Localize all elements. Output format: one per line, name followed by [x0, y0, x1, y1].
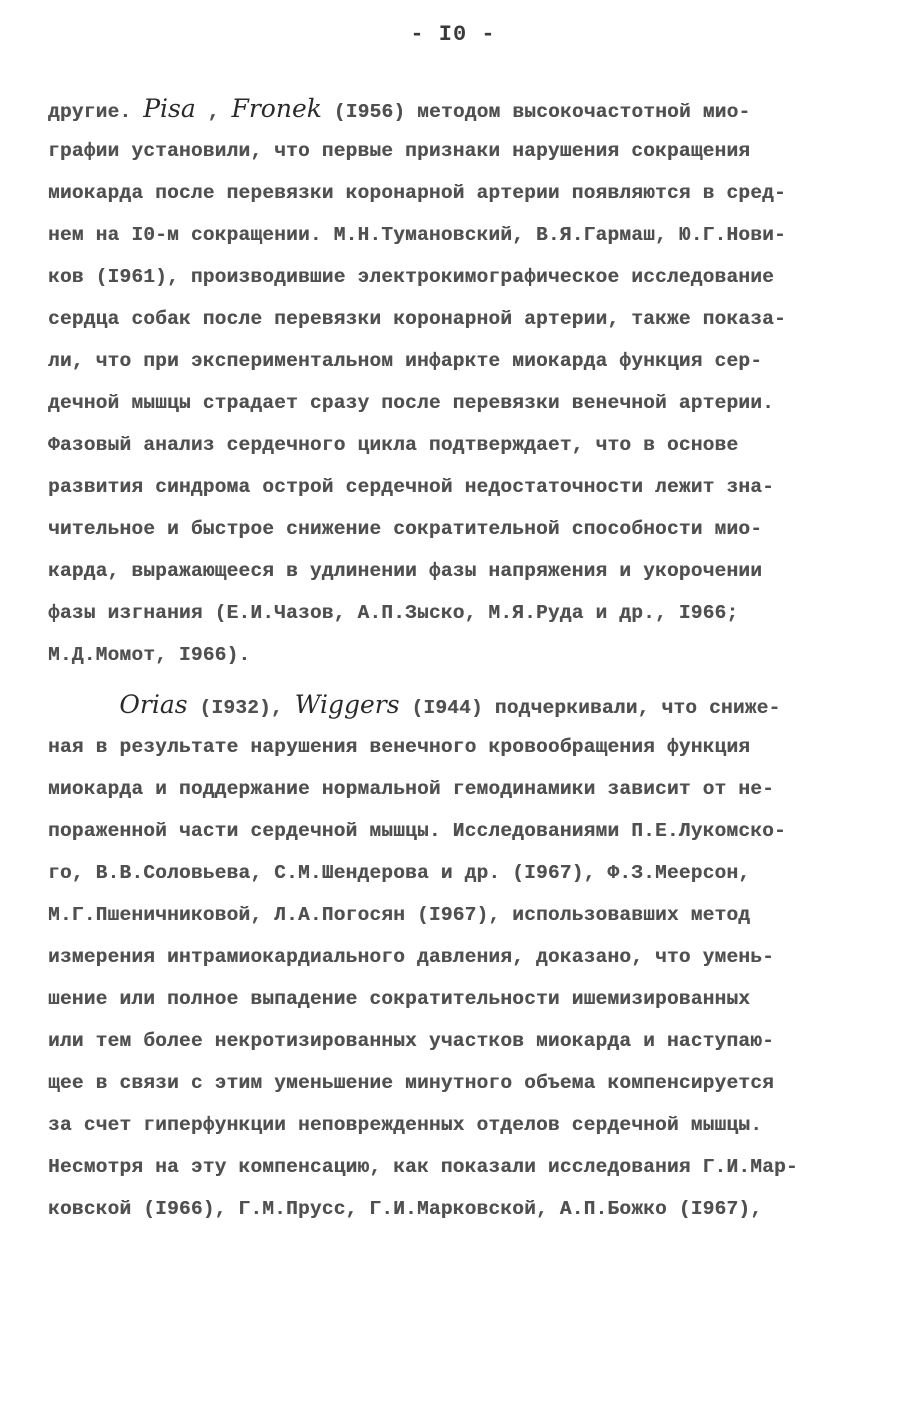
- text-line: [48, 88, 868, 130]
- text-line: фазы изгнания (Е.И.Чазов, А.П.Зыско, М.Я.Руда и др., I966;: [48, 602, 739, 624]
- text-line: сердца собак после перевязки коронарной артерии, также показа-: [48, 308, 786, 330]
- typed-text: ,: [195, 101, 232, 123]
- text-line: го, В.В.Соловьева, С.М.Шендерова и др. (I967), Ф.З.Меерсон,: [48, 862, 751, 884]
- paragraph-2: [48, 684, 868, 1230]
- page-number: - I0 -: [410, 22, 496, 47]
- text-line: [48, 684, 868, 726]
- text-line: или тем более некротизированных участков миокарда и наступаю-: [48, 1030, 775, 1052]
- text-line: Несмотря на эту компенсацию, как показали исследования Г.И.Мар-: [48, 1156, 798, 1178]
- text-line: ков (I961), производившие электрокимографическое исследование: [48, 266, 775, 288]
- text-line: графии установили, что первые признаки нарушения сокращения: [48, 140, 751, 162]
- text-line: миокарда после перевязки коронарной артерии появляются в сред-: [48, 182, 786, 204]
- text-line: шение или полное выпадение сократительности ишемизированных: [48, 988, 751, 1010]
- typed-text: (I932),: [187, 697, 295, 719]
- text-line: М.Д.Момот, I966).: [48, 644, 251, 666]
- text-line: за счет гиперфункции неповрежденных отделов сердечной мышцы.: [48, 1114, 763, 1136]
- typed-text: (I956) методом высокочастотной мио-: [321, 101, 751, 123]
- text-line: карда, выражающееся в удлинении фазы напряжения и укорочении: [48, 560, 763, 582]
- text-line: ковской (I966), Г.М.Прусс, Г.И.Марковской, А.П.Божко (I967),: [48, 1198, 763, 1220]
- typed-text: (I944) подчеркивали, что сниже-: [399, 697, 781, 719]
- handwritten-name: Orias: [119, 690, 188, 719]
- text-line: дечной мышцы страдает сразу после перевязки венечной артерии.: [48, 392, 775, 414]
- handwritten-name: Pisa: [143, 94, 196, 123]
- text-line: нем на I0-м сокращении. М.Н.Тумановский, В.Я.Гармаш, Ю.Г.Нови-: [48, 224, 786, 246]
- text-line: ли, что при экспериментальном инфаркте миокарда функция сер-: [48, 350, 763, 372]
- text-line: развития синдрома острой сердечной недостаточности лежит зна-: [48, 476, 775, 498]
- text-line: М.Г.Пшеничниковой, Л.А.Погосян (I967), использовавших метод: [48, 904, 751, 926]
- text-line: Фазовый анализ сердечного цикла подтверждает, что в основе: [48, 434, 739, 456]
- text-line: миокарда и поддержание нормальной гемодинамики зависит от не-: [48, 778, 775, 800]
- text-line: пораженной части сердечной мышцы. Исследованиями П.Е.Лукомско-: [48, 820, 786, 842]
- text-line: чительное и быстрое снижение сократительной способности мио-: [48, 518, 763, 540]
- paragraph-1: [48, 88, 868, 676]
- typed-text: другие.: [48, 101, 144, 123]
- text-line: щее в связи с этим уменьшение минутного объема компенсируется: [48, 1072, 775, 1094]
- text-line: ная в результате нарушения венечного кровообращения функция: [48, 736, 751, 758]
- handwritten-name: Fronek: [231, 94, 322, 123]
- typed-text: [48, 697, 119, 719]
- handwritten-name: Wiggers: [294, 690, 400, 719]
- text-line: измерения интрамиокардиального давления, доказано, что умень-: [48, 946, 775, 968]
